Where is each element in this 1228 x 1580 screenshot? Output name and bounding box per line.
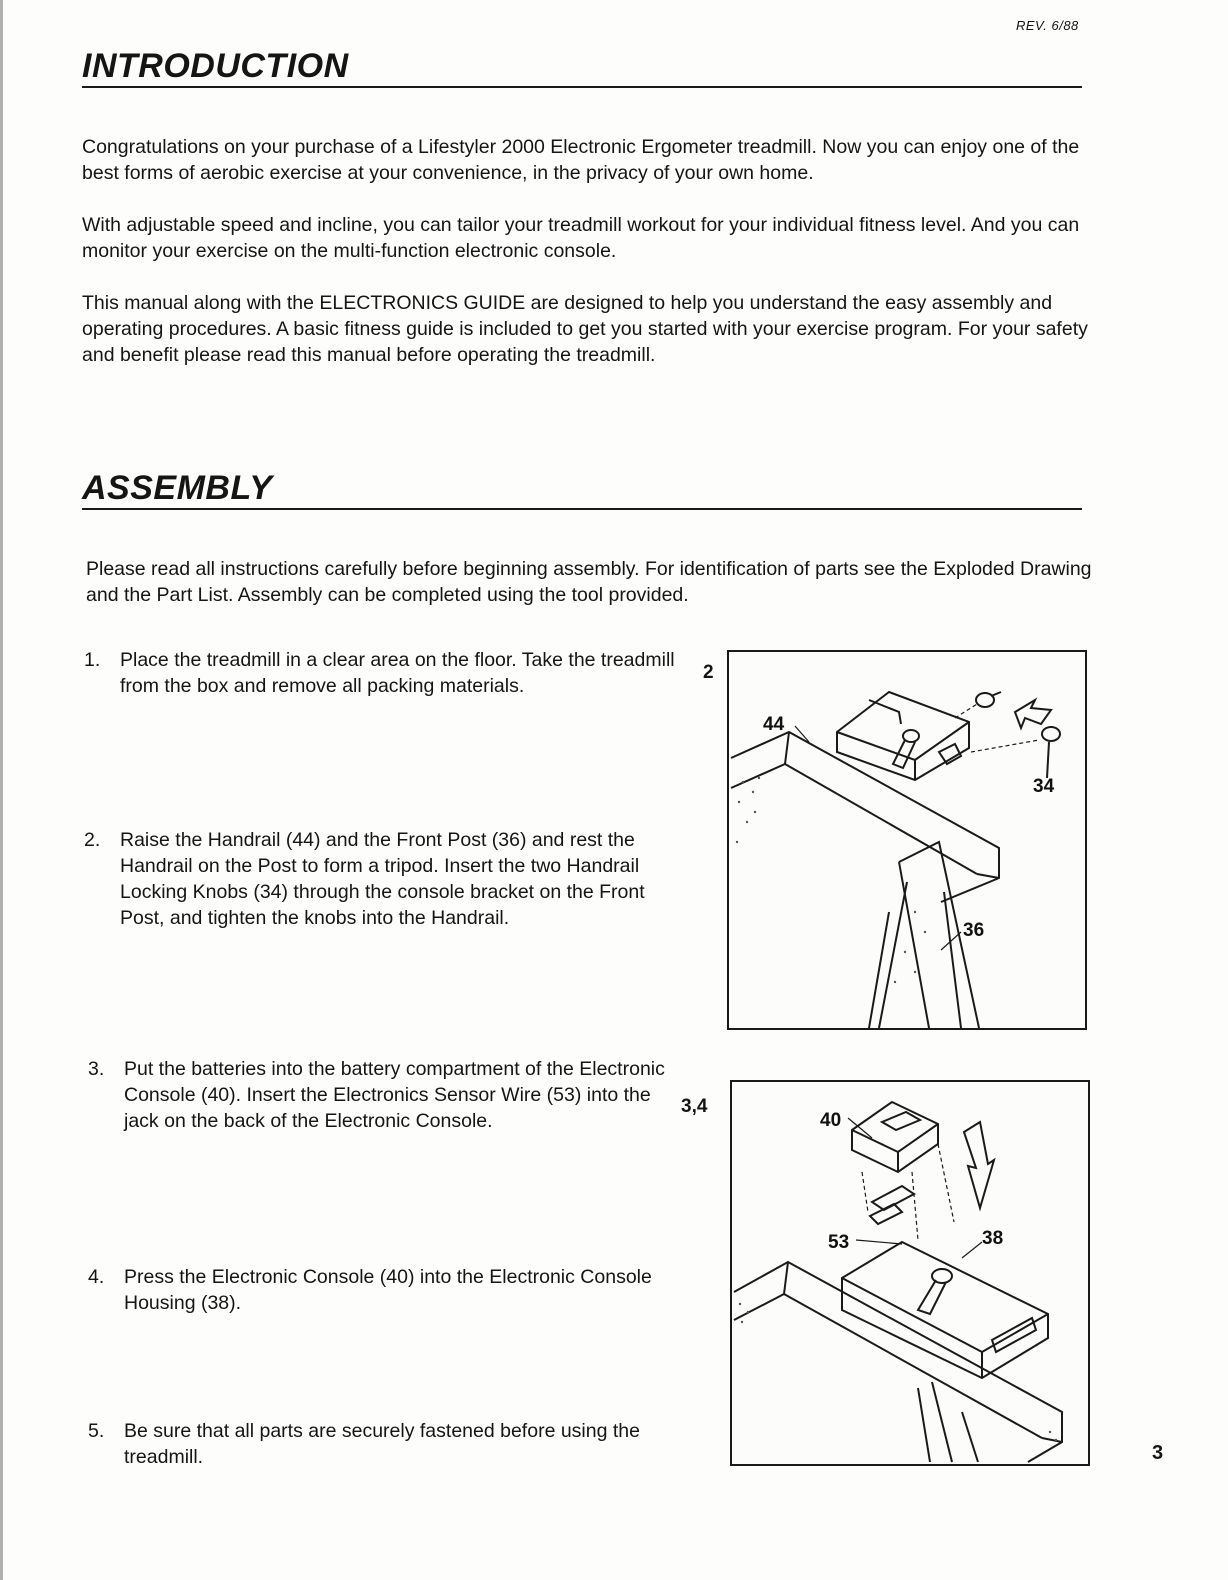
step-number: 1. bbox=[84, 649, 101, 671]
intro-paragraph-3: This manual along with the ELECTRONICS GUIDE are designed to help you understand the easy assembly and operating procedures. A basic fitness guide is included to get you started with your exercise program. For your safety and benefit please read this manual before operating the treadmill. bbox=[82, 292, 1088, 366]
figure-2-handrail-drawing bbox=[727, 650, 1087, 1030]
step-number: 5. bbox=[88, 1420, 105, 1442]
step-text: Put the batteries into the battery compartment of the Electronic Console (40). Insert the Electronics Sensor Wire (53) into the jack on the back of the Electronic Console. bbox=[124, 1058, 665, 1132]
callout-40: 40 bbox=[820, 1110, 842, 1131]
figure-2-illustration bbox=[729, 652, 1085, 1028]
callout-53: 53 bbox=[828, 1232, 850, 1253]
figure-3-4-label: 3,4 bbox=[681, 1096, 708, 1117]
step-text: Raise the Handrail (44) and the Front Post (36) and rest the Handrail on the Post to form a tripod. Insert the two Handrail Locking Knobs (34) through the console bracket on the Front Post, and tighten the knobs into the Handrail. bbox=[120, 829, 645, 929]
step-number: 3. bbox=[88, 1058, 105, 1080]
step-text: Place the treadmill in a clear area on the floor. Take the treadmill from the box and remove all packing materials. bbox=[120, 649, 675, 697]
step-text: Be sure that all parts are securely fastened before using the treadmill. bbox=[124, 1420, 640, 1468]
callout-38: 38 bbox=[982, 1228, 1004, 1249]
figure-2-label: 2 bbox=[703, 662, 714, 683]
callout-44: 44 bbox=[763, 714, 785, 735]
step-number: 2. bbox=[84, 829, 101, 851]
figure-3-4-console-drawing bbox=[730, 1080, 1090, 1466]
intro-paragraph-2: With adjustable speed and incline, you can tailor your treadmill workout for your individual fitness level. And you can monitor your exercise on the multi-function electronic console. bbox=[82, 214, 1080, 262]
assembly-intro-paragraph: Please read all instructions carefully before beginning assembly. For identification of parts see the Exploded Drawing and the Part List. Assembly can be completed using the tool provided. bbox=[86, 558, 1092, 606]
revision-note: REV. 6/88 bbox=[1016, 18, 1079, 33]
assembly-heading: ASSEMBLY bbox=[82, 470, 1082, 510]
callout-36: 36 bbox=[963, 920, 985, 941]
page-number: 3 bbox=[1152, 1442, 1164, 1464]
introduction-heading: INTRODUCTION bbox=[82, 48, 1082, 88]
intro-paragraph-1: Congratulations on your purchase of a Lifestyler 2000 Electronic Ergometer treadmill. Now you can enjoy one of the best forms of aerobic exercise at your convenience, in the privacy of your own home. bbox=[82, 136, 1080, 184]
figure-3-4-illustration bbox=[732, 1082, 1088, 1464]
step-text: Press the Electronic Console (40) into the Electronic Console Housing (38). bbox=[124, 1266, 652, 1314]
scan-edge bbox=[0, 0, 3, 1580]
callout-34: 34 bbox=[1033, 776, 1055, 797]
step-number: 4. bbox=[88, 1266, 105, 1288]
